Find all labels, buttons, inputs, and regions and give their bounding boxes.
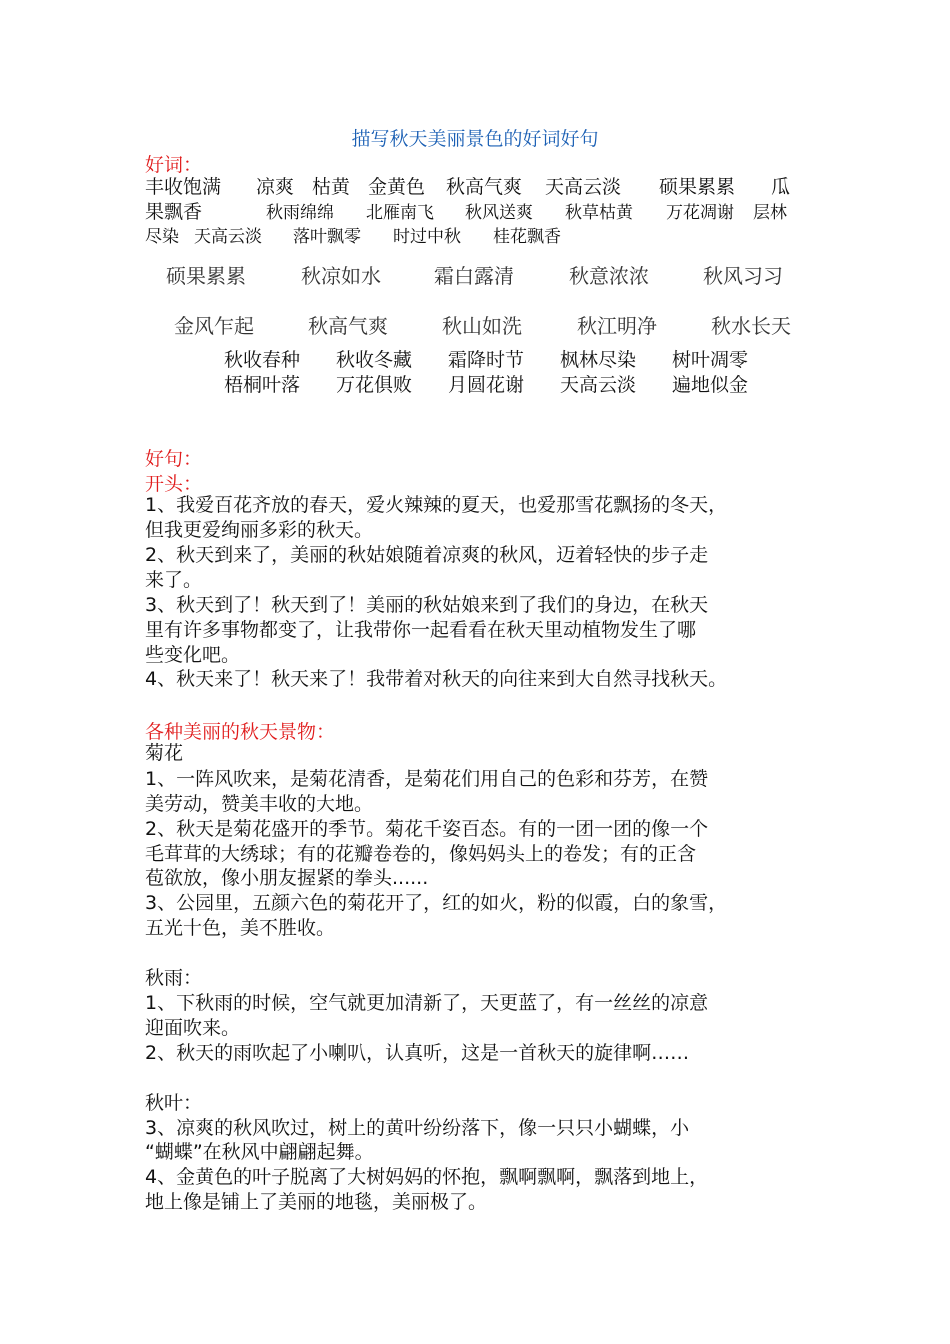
leaves-line: 4、金黄色的叶子脱离了大树妈妈的怀抱，飘啊飘啊，飘落到地上， [145,1166,709,1188]
word: 万花凋谢 [666,203,734,223]
chrysanthemum-line: 苞欲放，像小朋友握紧的拳头...... [145,867,429,889]
word: 万花俱败 [336,374,413,396]
word: 层林 [753,203,787,223]
opening-line: 来了。 [145,569,203,591]
word: 霜白露清 [434,264,514,288]
opening-heading: 开头： [145,473,203,495]
leaves-line: 3、凉爽的秋风吹过，树上的黄叶纷纷落下，像一只只小蝴蝶，小 [145,1117,690,1139]
opening-line: 些变化吧。 [145,644,241,666]
word: 秋高气爽 [446,176,523,198]
word: 瓜 [771,176,791,198]
word: 硕果累累 [659,176,736,198]
word: 霜降时节 [448,349,525,371]
words-heading: 好词： [145,154,203,176]
chrysanthemum-line: 2、秋天是菊花盛开的季节。菊花千姿百态。有的一团一团的像一个 [145,818,709,840]
chrysanthemum-line: 五光十色，美不胜收。 [145,917,336,939]
word: 树叶凋零 [672,349,749,371]
word: 金风乍起 [174,314,254,338]
chrysanthemum-line: 美劳动，赞美丰收的大地。 [145,793,374,815]
word: 梧桐叶落 [224,374,301,396]
scenery-heading: 各种美丽的秋天景物： [145,721,336,743]
chrysanthemum-line: 1、一阵风吹来，是菊花清香，是菊花们用自己的色彩和芬芳，在赞 [145,768,709,790]
opening-line: 4、秋天来了！秋天来了！我带着对秋天的向往来到大自然寻找秋天。 [145,668,728,690]
opening-line: 1、我爱百花齐放的春天，爱火辣辣的夏天，也爱那雪花飘扬的冬天， [145,494,728,516]
word: 秋江明净 [577,314,657,338]
word: 天高云淡 [545,176,622,198]
word: 秋风送爽 [465,203,533,223]
word: 天高云淡 [194,227,262,247]
opening-line: 3、秋天到了！秋天到了！美丽的秋姑娘来到了我们的身边，在秋天 [145,594,709,616]
rain-title: 秋雨： [145,967,203,989]
rain-line: 1、下秋雨的时候，空气就更加清新了，天更蓝了，有一丝丝的凉意 [145,992,709,1014]
word: 丰收饱满 [145,176,222,198]
leaves-line: “蝴蝶”在秋风中翩翩起舞。 [145,1141,374,1163]
word: 秋意浓浓 [569,264,649,288]
opening-line: 2、秋天到来了，美丽的秋姑娘随着凉爽的秋风，迈着轻快的步子走 [145,544,709,566]
word: 秋雨绵绵 [266,203,334,223]
word: 秋草枯黄 [565,203,633,223]
word: 秋凉如水 [301,264,381,288]
word: 尽染 [145,227,179,247]
rain-line: 迎面吹来。 [145,1017,241,1039]
chrysanthemum-line: 毛茸茸的大绣球；有的花瓣卷卷的，像妈妈头上的卷发；有的正含 [145,843,697,865]
word: 凉爽 [256,176,295,198]
chrysanthemum-line: 3、公园里，五颜六色的菊花开了，红的如火，粉的似霞，白的象雪， [145,892,728,914]
leaves-title: 秋叶： [145,1092,203,1114]
opening-line: 但我更爱绚丽多彩的秋天。 [145,519,374,541]
word: 天高云淡 [560,374,637,396]
word: 枫林尽染 [560,349,637,371]
word: 桂花飘香 [493,227,561,247]
word: 北雁南飞 [366,203,434,223]
word: 秋高气爽 [308,314,388,338]
word: 金黄色 [368,176,426,198]
word: 秋收春种 [224,349,301,371]
word: 硕果累累 [166,264,246,288]
word: 枯黄 [312,176,351,198]
word: 遍地似金 [672,374,749,396]
opening-line: 里有许多事物都变了，让我带你一起看看在秋天里动植物发生了哪 [145,619,697,641]
words-row-2-first: 果飘香 [145,201,203,223]
rain-line: 2、秋天的雨吹起了小喇叭，认真听，这是一首秋天的旋律啊…… [145,1042,690,1064]
word: 秋山如洗 [442,314,522,338]
word: 落叶飘零 [293,227,361,247]
word: 秋风习习 [703,264,783,288]
page-title: 描写秋天美丽景色的好词好句 [351,128,599,150]
chrysanthemum-title: 菊花 [145,742,184,764]
sentences-heading: 好句： [145,448,203,470]
word: 时过中秋 [393,227,461,247]
word: 秋收冬藏 [336,349,413,371]
word: 秋水长天 [711,314,791,338]
word: 月圆花谢 [448,374,525,396]
leaves-line: 地上像是铺上了美丽的地毯，美丽极了。 [145,1191,488,1213]
